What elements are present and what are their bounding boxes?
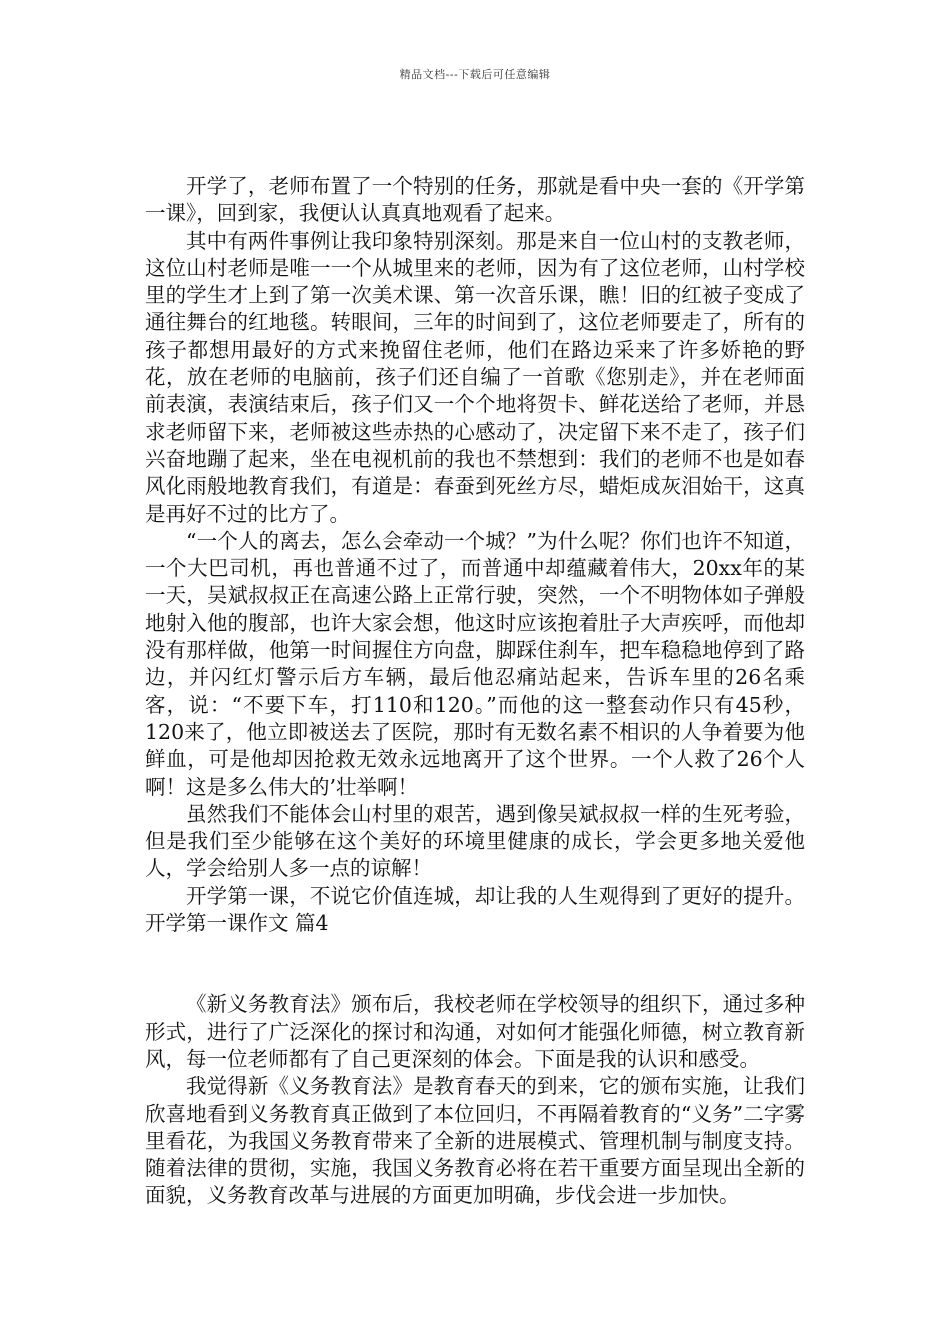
paragraph-5: 开学第一课，不说它价值连城，却让我的人生观得到了更好的提升。开学第一课作文 篇4 [145, 883, 805, 936]
paragraph-4: 虽然我们不能体会山村里的艰苦，遇到像吴斌叔叔一样的生死考验，但是我们至少能够在这个美好的环境里健康的成长，学会更多地关爱他人，学会给别人多一点的谅解！ [145, 801, 805, 881]
paragraph-7: 我觉得新《义务教育法》是教育春天的到来，它的颁布实施，让我们欣喜地看到义务教育真正做到了本位回归，不再隔着教育的“义务”二字雾里看花，为我国义务教育带来了全新的进展模式、管理机制与制度支持。随着法律的贯彻，实施，我国义务教育必将在若干重要方面呈现出全新的面貌，义务教育改革与进展的方面更加明确，步伐会进一步加快。 [145, 1074, 805, 1208]
paragraph-3: “一个人的离去，怎么会牵动一个城？”为什么呢？你们也许不知道，一个大巴司机，再也普通不过了，而普通中却蕴藏着伟大，20xx年的某一天，吴斌叔叔正在高速公路上正常行驶，突然，一个不明物体如子弹般地射入他的腹部，也许大家会想，他这时应该抱着肚子大声疾呼，而他却没有那样做，他第一时间握住方向盘，脚踩住刹车，把车稳稳地停到了路边，并闪红灯警示后方车辆，最后他忍痛站起来，告诉车里的26名乘客，说：“不要下车，打110和120。”而他的这一整套动作只有45秒，120来了，他立即被送去了医院，那时有无数名素不相识的人争着要为他鲜血，可是他却因抢救无效永远地离开了这个世界。一个人救了26个人啊！这是多么伟大的’壮举啊！ [145, 528, 805, 799]
page-header: 精品文档---下载后可任意编辑 [399, 68, 551, 81]
paragraph-1: 开学了，老师布置了一个特别的任务，那就是看中央一套的《开学第一课》，回到家，我便认认真真地观看了起来。 [145, 174, 805, 226]
document-body [145, 173, 805, 1210]
paragraph-2: 其中有两件事例让我印象特别深刻。那是来自一位山村的支教老师，这位山村老师是唯一一个从城里来的老师，因为有了这位老师，山村学校里的学生才上到了第一次美术课、第一次音乐课，瞧！旧的红被子变成了通往舞台的红地毯。转眼间，三年的时间到了，这位老师要走了，所有的孩子都想用最好的方式来挽留住老师，他们在路边采来了许多娇艳的野花，放在老师的电脑前，孩子们还自编了一首歌《您别走》，并在老师面前表演，表演结束后，孩子们又一个个地将贺卡、鲜花送给了老师，并恳求老师留下来，老师被这些赤热的心感动了，决定留下来不走了，孩子们兴奋地蹦了起来，坐在电视机前的我也不禁想到：我们的老师不也是如春风化雨般地教育我们，有道是：春蚕到死丝方尽，蜡炬成灰泪始干，这真是再好不过的比方了。 [145, 228, 805, 526]
paragraph-6: 《新义务教育法》颁布后，我校老师在学校领导的组织下，通过多种形式，进行了广泛深化的探讨和沟通，对如何才能强化师德，树立教育新风，每一位老师都有了自己更深刻的体会。下面是我的认识和感受。 [145, 992, 805, 1071]
